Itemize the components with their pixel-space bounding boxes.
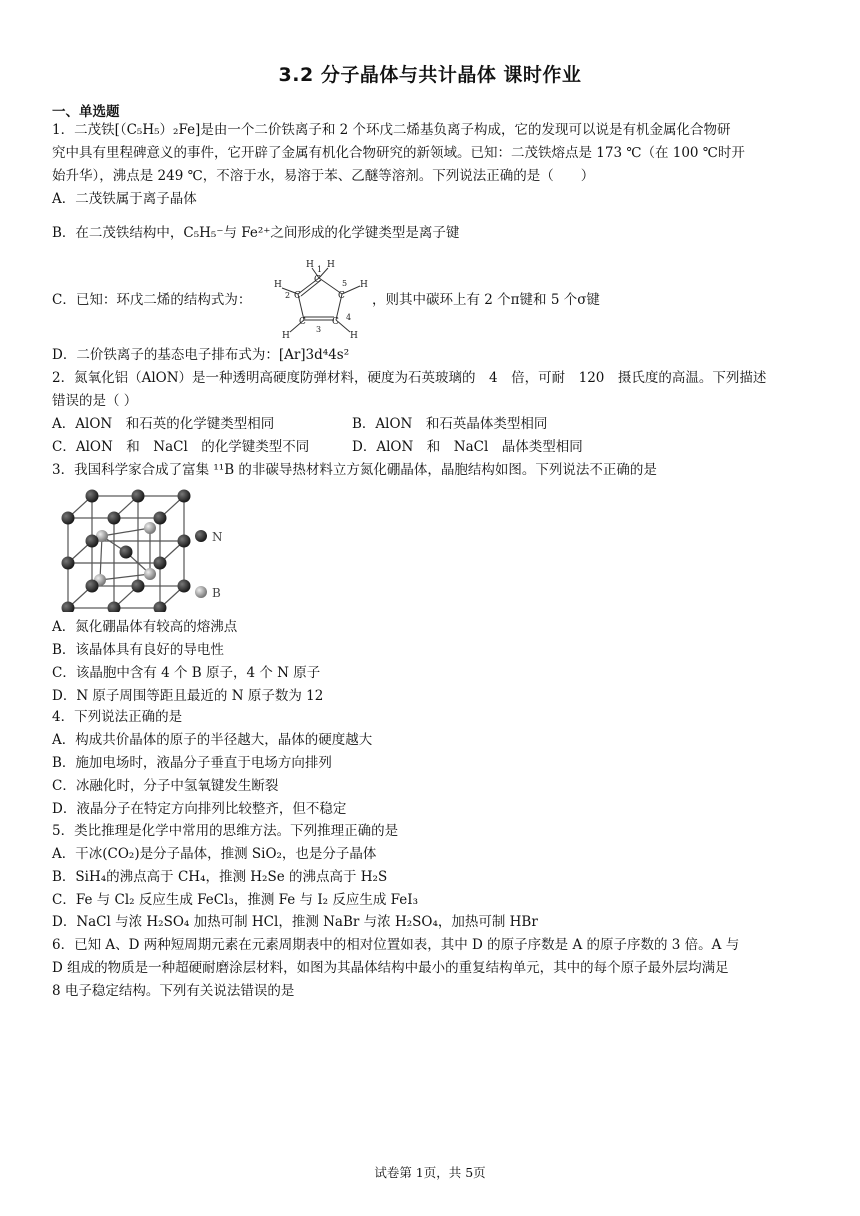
q1-option-c-suffix: ，则其中碳环上有 2 个π键和 5 个σ键	[372, 292, 600, 308]
q5-option-b: B．SiH₄的沸点高于 CH₄，推测 H₂Se 的沸点高于 H₂S	[52, 869, 388, 885]
nitrogen-atom	[86, 490, 99, 503]
nitrogen-atom	[178, 580, 191, 593]
q2-option-b: B．AlON 和石英晶体类型相同	[352, 416, 548, 432]
position-number: 5	[342, 279, 348, 288]
atom-label: H	[282, 331, 290, 341]
page-footer: 试卷第 1页，共 5页	[374, 1165, 486, 1180]
q1-option-d: D．二价铁离子的基态电子排布式为：[Ar]3d⁴4s²	[52, 347, 350, 363]
nitrogen-atom	[178, 490, 191, 503]
q5-option-a: A．干冰(CO₂)是分子晶体，推测 SiO₂，也是分子晶体	[52, 846, 377, 862]
nitrogen-atom	[108, 512, 121, 525]
nitrogen-atom	[86, 580, 99, 593]
atom-label: H	[274, 280, 282, 290]
atom-label: H	[350, 331, 358, 341]
nitrogen-atom	[86, 535, 99, 548]
cyclopentadiene-structure-figure	[268, 254, 378, 344]
q4-option-b: B．施加电场时，液晶分子垂直于电场方向排列	[52, 755, 332, 771]
q5-stem: 5．类比推理是化学中常用的思维方法。下列推理正确的是	[52, 823, 399, 839]
q2-option-d: D．AlON 和 NaCl 晶体类型相同	[352, 439, 583, 455]
atom-label: C	[338, 291, 345, 301]
legend-n-marker	[195, 530, 207, 542]
position-number: 2	[285, 291, 291, 300]
boron-nitride-unit-cell-figure	[52, 488, 242, 612]
q4-option-c: C．冰融化时，分子中氢氧键发生断裂	[52, 778, 279, 794]
q4-option-a: A．构成共价晶体的原子的半径越大，晶体的硬度越大	[52, 732, 373, 748]
nitrogen-atom	[132, 490, 145, 503]
q5-option-d: D．NaCl 与浓 H₂SO₄ 加热可制 HCl，推测 NaBr 与浓 H₂SO₄，加热可制 HBr	[52, 914, 538, 930]
q2-stem-line1: 2．氮氧化铝（AlON）是一种透明高硬度防弹材料，硬度为石英玻璃的 4 倍，可耐 120 摄氏度的高温。下列描述	[52, 370, 767, 386]
boron-atom	[144, 568, 156, 580]
atom-label: H	[360, 280, 368, 290]
q6-stem-line2: D 组成的物质是一种超硬耐磨涂层材料，如图为其晶体结构中最小的重复结构单元，其中的每个原子最外层均满足	[52, 960, 729, 976]
position-number: 3	[316, 325, 322, 334]
q3-option-d: D．N 原子周围等距且最近的 N 原子数为 12	[52, 688, 324, 704]
q1-stem-line1: 1．二茂铁[（C₅H₅）₂Fe]是由一个二价铁离子和 2 个环戊二烯基负离子构成，它的发现可以说是有机金属化合物研	[52, 122, 731, 138]
position-number: 1	[317, 265, 323, 274]
q6-stem-line3: 8 电子稳定结构。下列有关说法错误的是	[52, 983, 295, 999]
position-number: 4	[346, 313, 352, 322]
q2-option-a: A．AlON 和石英的化学键类型相同	[52, 416, 275, 432]
q1-stem-line2: 究中具有里程碑意义的事件，它开辟了金属有机化合物研究的新领域。已知：二茂铁熔点是 173 ℃（在 100 ℃时开	[52, 145, 745, 161]
page-title: 3.2 分子晶体与共计晶体 课时作业	[278, 64, 582, 86]
q6-stem-line1: 6．已知 A、D 两种短周期元素在元素周期表中的相对位置如表，其中 D 的原子序数是 A 的原子序数的 3 倍。A 与	[52, 937, 740, 953]
legend-b-marker	[195, 586, 207, 598]
q1-option-c-prefix: C．已知：环戊二烯的结构式为：	[52, 292, 252, 308]
nitrogen-atom	[120, 546, 133, 559]
nitrogen-atom	[154, 512, 167, 525]
legend-b-label: B	[212, 586, 221, 600]
nitrogen-atom	[132, 580, 145, 593]
nitrogen-atom	[62, 557, 75, 570]
atom-label: C	[294, 291, 301, 301]
atom-label: H	[327, 260, 335, 270]
q4-option-d: D．液晶分子在特定方向排列比较整齐，但不稳定	[52, 801, 347, 817]
atom-label: H	[306, 260, 314, 270]
q2-option-c: C．AlON 和 NaCl 的化学键类型不同	[52, 439, 310, 455]
nitrogen-atom	[178, 535, 191, 548]
q3-option-a: A．氮化硼晶体有较高的熔沸点	[52, 619, 238, 635]
boron-atom	[144, 522, 156, 534]
q4-stem: 4．下列说法正确的是	[52, 709, 183, 725]
atom-label: C	[314, 275, 321, 285]
q3-option-b: B．该晶体具有良好的导电性	[52, 642, 224, 658]
atom-label: C	[332, 317, 339, 327]
q2-stem-line2: 错误的是（ ）	[52, 393, 138, 409]
atom-label: C	[299, 317, 306, 327]
legend-n-label: N	[212, 530, 223, 544]
q1-option-b: B．在二茂铁结构中，C₅H₅⁻与 Fe²⁺之间形成的化学键类型是离子键	[52, 225, 460, 241]
q1-stem-line3: 始升华），沸点是 249 ℃，不溶于水，易溶于苯、乙醚等溶剂。下列说法正确的是（ ）	[52, 168, 595, 184]
q5-option-c: C．Fe 与 Cl₂ 反应生成 FeCl₃，推测 Fe 与 I₂ 反应生成 FeI₃	[52, 892, 419, 908]
q3-stem: 3．我国科学家合成了富集 ¹¹B 的非碳导热材料立方氮化硼晶体，晶胞结构如图。下列说法不正确的是	[52, 462, 657, 478]
q3-option-c: C．该晶胞中含有 4 个 B 原子，4 个 N 原子	[52, 665, 321, 681]
q1-option-a: A．二茂铁属于离子晶体	[52, 191, 197, 207]
nitrogen-atom	[154, 557, 167, 570]
section-heading: 一、单选题	[52, 104, 120, 120]
nitrogen-atom	[62, 512, 75, 525]
